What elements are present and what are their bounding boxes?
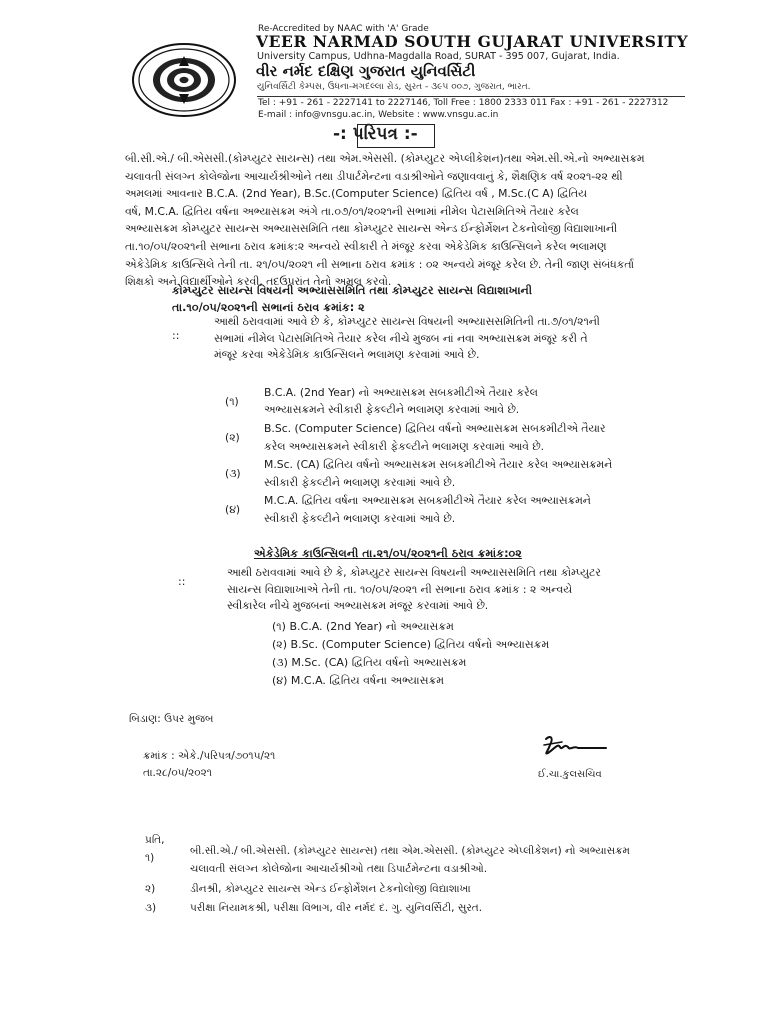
resolution1-body-line: સભામાં નીમેલ પેટાસમિતિએ તૈયાર કરેલ નીચે મુજબ નાં નવા અભ્યાસક્રમ મંજૂર કરી તે	[214, 331, 588, 345]
recipient-line: બી.સી.એ./ બી.એસસી. (કોમ્પ્યુટર સાયન્સ) તથા એમ.એસસી. (કોમ્પ્યુટર એપ્લીકેશન) નો અભ્યાસક્રમ	[190, 845, 630, 857]
resolution1-item-number: (૧)	[225, 395, 239, 408]
intro-line: વર્ષ, M.C.A. દ્વિતિય વર્ષના અભ્યાસક્રમ અંગે તા.૦૭/૦૧/૨૦૨૧ની સભામાં નીમેલ પેટાસમિતિએ તૈયાર કરેલ	[125, 204, 579, 218]
circular-date: તા.૨૮/૦૫/૨૦૨૧	[143, 767, 212, 779]
title-box	[357, 124, 435, 148]
resolution1-body	[214, 314, 600, 364]
resolution2-body-line: આથી ઠરાવવામાં આવે છે કે, કોમ્પ્યુટર સાયન્સ વિષયની અભ્યાસસમિતિ તથા કોમ્પ્યુટર	[227, 566, 601, 579]
email-line: E-mail : info@vnsgu.ac.in, Website : www.vnsgu.ac.in	[258, 110, 499, 120]
resolution1-separator: ::	[172, 329, 180, 342]
resolution1-heading-line1: કોમ્પ્યુટર સાયન્સ વિષયની અભ્યાસસમિતિ તથા કોમ્પ્યુટર સાયન્સ વિદ્યાશાખાની	[172, 284, 533, 297]
university-name-en: VEER NARMAD SOUTH GUJARAT UNIVERSITY	[256, 32, 689, 51]
resolution1-item-line: કરેલ અભ્યાસક્રમને સ્વીકારી ફેકલ્ટીને ભલામણ કરવામાં આવે છે.	[264, 440, 545, 453]
resolution1-item-line: સ્વીકારી ફેકલ્ટીને ભલામણ કરવામાં આવે છે.	[264, 476, 456, 489]
reference-number: ક્રમાંક : એકે./પરિપત્ર/૭૦૧૫/૨૧	[143, 750, 276, 762]
signatory-title: ઈ.ચા.કુલસચિવ	[538, 769, 602, 780]
resolution1-item-line: B.C.A. (2nd Year) નો અભ્યાસક્રમ સબકમીટીએ તૈયાર કરેલ	[264, 386, 538, 399]
resolution2-item: (૧) B.C.A. (2nd Year) નો અભ્યાસક્રમ	[272, 620, 454, 633]
intro-line: બી.સી.એ./ બી.એસસી.(કોમ્પ્યુટર સાયન્સ) તથા એમ.એસસી. (કોમ્પ્યુટર એપ્લીકેશન)તથા એમ.સી.એ.નો અભ્યાસક્રમ	[125, 152, 645, 165]
resolution1-item-number: (૪)	[225, 503, 241, 516]
intro-paragraph	[125, 150, 685, 291]
recipient-number: ૨)	[145, 883, 156, 895]
letterhead-divider	[257, 96, 685, 97]
intro-line: શિક્ષકો અને વિદ્યાર્થીઓને કરવી, તદઉપરાંત તેનો અમલ કરવો.	[125, 275, 392, 289]
recipient-line: ડીનશ્રી, કોમ્પ્યુટર સાયન્સ એન્ડ ઈન્ફોર્મેશન ટેકનોલોજી વિદ્યાશાખા	[190, 883, 471, 895]
accreditation-text: Re-Accredited by NAAC with 'A' Grade	[258, 24, 429, 34]
intro-line: અમલમાં આવનાર B.C.A. (2nd Year), B.Sc.(Computer Science) દ્વિતિય વર્ષ , M.Sc.(C A) દ્વિતિય	[125, 187, 587, 201]
recipient-line: ચલાવતી સંલગ્ન કોલેજોના આચાર્યશ્રીઓ તથા ડિપાર્ટમેન્ટના વડાશ્રીઓ.	[190, 863, 488, 875]
resolution2-item: (૩) M.Sc. (CA) દ્વિતિય વર્ષનો અભ્યાસક્રમ	[272, 656, 467, 669]
enclosure-note: બિડાણ: ઉપર મુજબ	[129, 713, 214, 725]
address-gu: યુનિવર્સિટી કેમ્પસ, ઉધના-મગદલ્લા રોડ, સુરત - ૩૯૫ ૦૦૭, ગુજરાત, ભારત.	[257, 82, 531, 92]
recipients-label: પ્રતિ,	[145, 834, 165, 846]
intro-line: એકેડેમિક કાઉન્સિલે તેની તા. ૨૧/૦૫/૨૦૨૧ ની સભાના ઠરાવ ક્રમાંક : ૦૨ અન્વયે મંજૂર કરેલ છે. તેની જાણ સંબંધકર્તા	[125, 257, 635, 271]
resolution2-item: (૨) B.Sc. (Computer Science) દ્વિતિય વર્ષનો અભ્યાસક્રમ	[272, 638, 550, 651]
recipient-line: પરીક્ષા નિયામકશ્રી, પરીક્ષા વિભાગ, વીર નર્મદ દ. ગુ. યુનિવર્સિટી, સુરત.	[190, 902, 483, 914]
resolution1-heading-line2: તા.૧૦/૦૫/૨૦૨૧ની સભાનાં ઠરાવ ક્રમાંક: ૨	[172, 301, 365, 314]
university-seal-logo	[131, 42, 237, 118]
university-name-gu: વીર નર્મદ દક્ષિણ ગુજરાત યુનિવર્સિટી	[256, 62, 476, 80]
handwritten-signature	[540, 733, 610, 763]
resolution1-item-number: (૩)	[225, 467, 241, 480]
recipient-number: ૧)	[145, 852, 155, 864]
resolution1-item-line: M.C.A. દ્વિતિય વર્ષના અભ્યાસક્રમ સબકમીટીએ તૈયાર કરેલ અભ્યાસક્રમને	[264, 494, 591, 507]
resolution1-body-line: મંજૂર કરવા એકેડેમિક કાઉન્સિલને ભલામણ કરવામાં આવે છે.	[214, 348, 480, 361]
resolution2-heading: એકેડેમિક કાઉન્સિલની તા.૨૧/૦૫/૨૦૨૧ની ઠરાવ ક્રમાંક:૦૨	[254, 547, 522, 560]
intro-line: અભ્યાસક્રમ કોમ્પ્યુટર સાયન્સ અભ્યાસસમિતિ તથા કોમ્પ્યુટર સાયન્સ એન્ડ ઈન્ફોર્મેશન ટેકનોલોજી વિદ્યાશાખાની	[125, 222, 618, 236]
circular-title: -: પરિપત્ર :-	[333, 124, 418, 144]
resolution1-item-line: અભ્યાસક્રમને સ્વીકારી ફેકલ્ટીને ભલામણ કરવામાં આવે છે.	[264, 403, 520, 416]
resolution1-item-line: B.Sc. (Computer Science) દ્વિતિય વર્ષનો અભ્યાસક્રમ સબકમીટીએ તૈયાર	[264, 422, 606, 435]
recipient-number: ૩)	[145, 902, 157, 914]
resolution2-body-line: સાયન્સ વિદ્યાશાખાએ તેની તા. ૧૦/૦૫/૨૦૨૧ ની સભાના ઠરાવ ક્રમાંક : ૨ અન્વયે	[227, 582, 573, 596]
resolution1-item-number: (૨)	[225, 431, 240, 444]
resolution2-body	[227, 565, 601, 615]
resolution2-body-line: સ્વીકારેલ નીચે મુજબનાં અભ્યાસક્રમ મંજૂર કરવામાં આવે છે.	[227, 599, 489, 612]
resolution1-body-line: આથી ઠરાવવામાં આવે છે કે, કોમ્પ્યુટર સાયન્સ વિષયની અભ્યાસસમિતિની તા.૭/૦૧/૨૧ની	[214, 315, 600, 328]
resolution1-item-line: M.Sc. (CA) દ્વિતિય વર્ષનો અભ્યાસક્રમ સબકમીટીએ તૈયાર કરેલ અભ્યાસક્રમને	[264, 458, 613, 471]
intro-line: તા.૧૦/૦૫/૨૦૨૧ની સભાના ઠરાવ ક્રમાંક:૨ અન્વયે સ્વીકારી તે મંજૂર કરવા એકેડેમિક કાઉન્સિલને કરેલ ભલામણ	[125, 239, 607, 253]
intro-line: ચલાવતી સંલગ્ન કોલેજોના આચાર્યશ્રીઓને તથા ડીપાર્ટમેન્ટના વડાશ્રીઓને જણાવવાનું કે, શૈક્ષણિક વર્ષ ૨૦૨૧-૨૨ થી	[125, 169, 623, 183]
resolution2-item: (૪) M.C.A. દ્વિતિય વર્ષના અભ્યાસક્રમ	[272, 674, 445, 687]
resolution1-item-line: સ્વીકારી ફેકલ્ટીને ભલામણ કરવામાં આવે છે.	[264, 512, 456, 525]
address-en: University Campus, Udhna-Magdalla Road, SURAT - 395 007, Gujarat, India.	[257, 51, 620, 62]
telephone-line: Tel : +91 - 261 - 2227141 to 2227146, Toll Free : 1800 2333 011 Fax : +91 - 261 - 2227312	[258, 98, 669, 108]
resolution1-heading	[172, 282, 532, 316]
resolution2-separator: ::	[178, 575, 186, 588]
